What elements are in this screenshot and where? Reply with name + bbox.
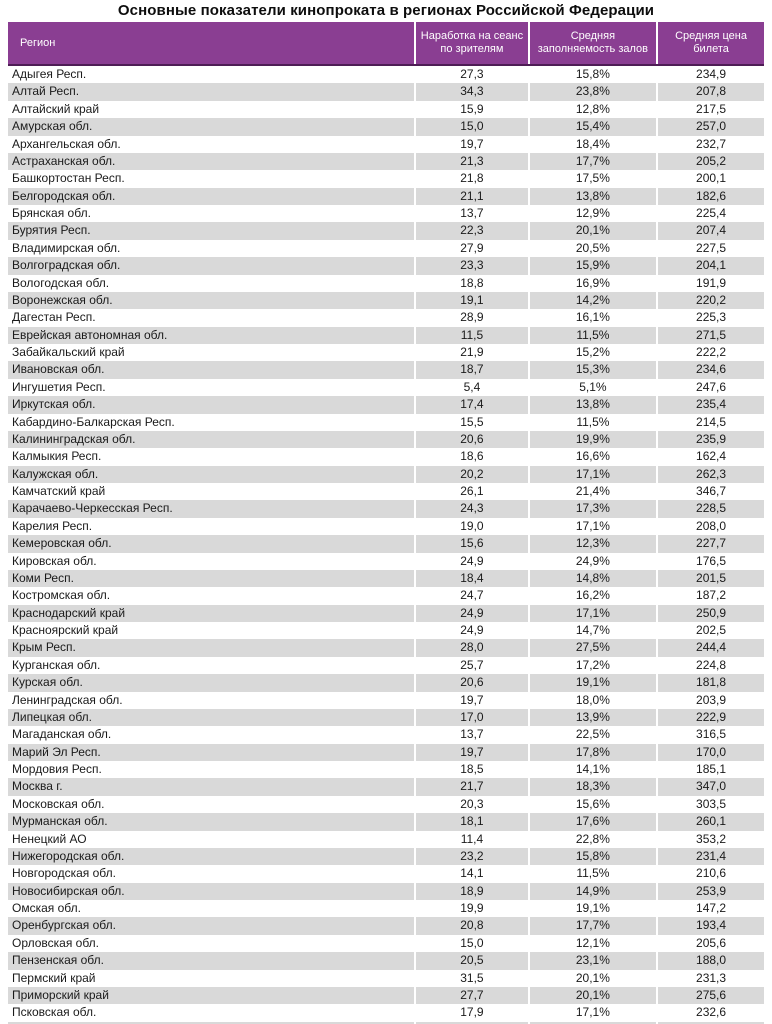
- column-header-ticket-price: Средняя цена билета: [675, 30, 747, 55]
- cell-ticket-price: 224,8: [696, 657, 727, 672]
- cell-per-session: 24,3: [416, 500, 529, 517]
- cell-region: Астраханская обл.: [8, 153, 416, 170]
- cell-region: Мурманская обл.: [8, 813, 416, 830]
- cell-ticket-price: 231,4: [696, 848, 727, 863]
- cell-per-session: 15,9: [416, 101, 529, 118]
- cell-per-session: 19,9: [416, 900, 529, 917]
- cell-ticket-price: 232,7: [696, 136, 727, 151]
- cell-per-session: 22,3: [416, 222, 529, 239]
- cell-region: Курская обл.: [8, 674, 416, 691]
- cell-region: Калмыкия Респ.: [8, 448, 416, 465]
- column-header-region: Регион: [8, 22, 416, 64]
- table-row: [8, 396, 764, 413]
- cell-region: Орловская обл.: [8, 935, 416, 952]
- cell-per-session: 19,7: [416, 692, 529, 709]
- table-row: [8, 83, 764, 100]
- table-row: [8, 744, 764, 761]
- table-row: [8, 674, 764, 691]
- cell-ticket-price: 182,6: [696, 188, 727, 203]
- cell-ticket-price: 353,2: [696, 831, 727, 846]
- cell-ticket-price: 222,2: [696, 345, 727, 359]
- cell-region: Ненецкий АО: [8, 831, 416, 848]
- cell-occupancy: 15,6%: [530, 796, 659, 813]
- table-row: [8, 414, 764, 431]
- table-row: [8, 327, 764, 344]
- cell-occupancy: 14,7%: [530, 622, 659, 639]
- table-row: [8, 796, 764, 813]
- cell-ticket-price: 228,5: [696, 501, 727, 516]
- cell-occupancy: 14,1%: [530, 761, 659, 778]
- cell-ticket-price: 176,5: [696, 553, 727, 568]
- table-row: [8, 101, 764, 118]
- cell-per-session: 24,9: [416, 622, 529, 639]
- cell-region: Крым Респ.: [8, 639, 416, 656]
- cell-occupancy: 17,7%: [530, 153, 659, 170]
- cell-ticket-price: 200,1: [696, 171, 727, 186]
- cell-region: Камчатский край: [8, 483, 416, 500]
- cell-per-session: 11,5: [416, 327, 529, 344]
- cell-per-session: 18,6: [416, 448, 529, 465]
- table-row: [8, 535, 764, 552]
- cell-ticket-price: 185,1: [696, 762, 727, 776]
- table-row: [8, 240, 764, 257]
- cell-region: Магаданская обл.: [8, 726, 416, 743]
- cell-region: Алтай Респ.: [8, 83, 416, 100]
- cell-per-session: 15,0: [416, 935, 529, 952]
- cell-occupancy: 15,9%: [530, 257, 659, 274]
- cell-occupancy: 13,9%: [530, 709, 659, 726]
- table-row: [8, 605, 764, 622]
- cell-occupancy: 13,8%: [530, 188, 659, 205]
- cell-ticket-price: 227,5: [696, 240, 727, 255]
- cell-per-session: 14,1: [416, 865, 529, 882]
- cell-region: Коми Респ.: [8, 570, 416, 587]
- cell-ticket-price: 235,4: [696, 397, 727, 412]
- cell-occupancy: 15,4%: [530, 118, 659, 135]
- cell-occupancy: 17,1%: [530, 605, 659, 622]
- cell-region: Алтайский край: [8, 101, 416, 118]
- cell-ticket-price: 205,2: [696, 153, 727, 168]
- cell-occupancy: 11,5%: [530, 865, 659, 882]
- table-body: [8, 66, 764, 1022]
- cell-per-session: 17,4: [416, 396, 529, 413]
- cell-region: Новосибирская обл.: [8, 883, 416, 900]
- cell-ticket-price: 262,3: [696, 466, 727, 481]
- cell-per-session: 27,3: [416, 66, 529, 83]
- cell-region: Ивановская обл.: [8, 361, 416, 378]
- cell-per-session: 20,6: [416, 674, 529, 691]
- table-row: [8, 709, 764, 726]
- cell-ticket-price: 170,0: [696, 744, 727, 759]
- cell-ticket-price: 191,9: [696, 275, 727, 290]
- cell-region: Пермский край: [8, 970, 416, 987]
- cell-ticket-price: 234,9: [696, 67, 727, 81]
- table-row: [8, 570, 764, 587]
- cell-occupancy: 17,7%: [530, 917, 659, 934]
- cell-occupancy: 17,6%: [530, 813, 659, 830]
- cell-occupancy: 19,1%: [530, 674, 659, 691]
- table-row: [8, 257, 764, 274]
- cell-occupancy: 19,9%: [530, 431, 659, 448]
- column-header-occupancy: Средняя заполняемость залов: [530, 22, 659, 64]
- table-row: [8, 483, 764, 500]
- cell-per-session: 18,1: [416, 813, 529, 830]
- cell-ticket-price: 162,4: [696, 449, 727, 464]
- cell-per-session: 20,8: [416, 917, 529, 934]
- cell-ticket-price: 210,6: [696, 866, 727, 881]
- table-row: [8, 518, 764, 535]
- cell-occupancy: 23,1%: [530, 952, 659, 969]
- cell-ticket-price: 222,9: [696, 709, 727, 724]
- cell-region: Краснодарский край: [8, 605, 416, 622]
- cell-region: Амурская обл.: [8, 118, 416, 135]
- table-row: [8, 657, 764, 674]
- cell-region: Владимирская обл.: [8, 240, 416, 257]
- cell-occupancy: 13,8%: [530, 396, 659, 413]
- cell-ticket-price: 207,8: [696, 84, 727, 99]
- cell-per-session: 15,5: [416, 414, 529, 431]
- cell-per-session: 34,3: [416, 83, 529, 100]
- cell-region: Брянская обл.: [8, 205, 416, 222]
- cell-ticket-price: 234,6: [696, 362, 727, 377]
- table-row: [8, 952, 764, 969]
- cell-ticket-price: 193,4: [696, 918, 727, 933]
- cell-occupancy: 15,8%: [530, 848, 659, 865]
- cell-ticket-price: 147,2: [696, 901, 727, 915]
- cell-occupancy: 20,1%: [530, 970, 659, 987]
- cell-per-session: 19,1: [416, 292, 529, 309]
- cell-per-session: 28,9: [416, 309, 529, 326]
- cell-ticket-price: 250,9: [696, 605, 727, 620]
- cell-ticket-price: 260,1: [696, 814, 727, 829]
- table-row: [8, 970, 764, 987]
- cell-occupancy: 12,1%: [530, 935, 659, 952]
- table-row: [8, 917, 764, 934]
- cell-ticket-price: 347,0: [696, 779, 727, 794]
- cell-occupancy: 17,2%: [530, 657, 659, 674]
- column-header-per-session: Наработка на сеанс по зрителям: [416, 22, 529, 64]
- cell-region: Калининградская обл.: [8, 431, 416, 448]
- cell-occupancy: 19,1%: [530, 900, 659, 917]
- cell-per-session: 20,2: [416, 466, 529, 483]
- cell-ticket-price: 220,2: [696, 292, 727, 307]
- cell-ticket-price: 217,5: [696, 101, 727, 116]
- cell-region: Нижегородская обл.: [8, 848, 416, 865]
- cell-region: Новгородская обл.: [8, 865, 416, 882]
- cell-occupancy: 15,3%: [530, 361, 659, 378]
- table-row: [8, 431, 764, 448]
- cell-per-session: 21,7: [416, 778, 529, 795]
- cell-per-session: 5,4: [416, 379, 529, 396]
- cell-ticket-price: 202,5: [696, 623, 727, 637]
- cell-ticket-price: 207,4: [696, 223, 727, 238]
- cell-region: Кировская обл.: [8, 553, 416, 570]
- cell-region: Забайкальский край: [8, 344, 416, 361]
- cell-occupancy: 12,8%: [530, 101, 659, 118]
- table-row: [8, 900, 764, 917]
- cell-occupancy: 21,4%: [530, 483, 659, 500]
- cell-per-session: 21,1: [416, 188, 529, 205]
- cell-per-session: 21,3: [416, 153, 529, 170]
- table-row: [8, 813, 764, 830]
- cell-per-session: 18,8: [416, 275, 529, 292]
- cell-occupancy: 17,5%: [530, 170, 659, 187]
- cell-per-session: 28,0: [416, 639, 529, 656]
- table-row: [8, 1004, 764, 1021]
- cell-region: Омская обл.: [8, 900, 416, 917]
- cell-region: Липецкая обл.: [8, 709, 416, 726]
- cell-region: Вологодская обл.: [8, 275, 416, 292]
- cell-per-session: 15,6: [416, 535, 529, 552]
- cell-ticket-price: 346,7: [696, 484, 727, 498]
- cell-ticket-price: 235,9: [696, 431, 727, 446]
- cell-ticket-price: 227,7: [696, 536, 727, 551]
- cell-region: Москва г.: [8, 778, 416, 795]
- cell-per-session: 21,9: [416, 344, 529, 361]
- cell-occupancy: 16,9%: [530, 275, 659, 292]
- cell-region: Калужская обл.: [8, 466, 416, 483]
- cell-region: Дагестан Респ.: [8, 309, 416, 326]
- table-row: [8, 448, 764, 465]
- cell-region: Иркутская обл.: [8, 396, 416, 413]
- cell-region: Адыгея Респ.: [8, 66, 416, 83]
- cell-per-session: 24,9: [416, 553, 529, 570]
- cell-region: Оренбургская обл.: [8, 917, 416, 934]
- cell-ticket-price: 316,5: [696, 727, 727, 742]
- cell-occupancy: 16,1%: [530, 309, 659, 326]
- cell-occupancy: 18,0%: [530, 692, 659, 709]
- cell-occupancy: 20,1%: [530, 987, 659, 1004]
- cell-region: Карелия Респ.: [8, 518, 416, 535]
- cell-ticket-price: 188,0: [696, 953, 727, 968]
- cell-per-session: 18,9: [416, 883, 529, 900]
- cell-occupancy: 27,5%: [530, 639, 659, 656]
- cell-region: Белгородская обл.: [8, 188, 416, 205]
- cell-occupancy: 11,5%: [530, 414, 659, 431]
- cell-ticket-price: 232,6: [696, 1005, 727, 1020]
- cell-per-session: 24,9: [416, 605, 529, 622]
- cell-region: Воронежская обл.: [8, 292, 416, 309]
- cell-ticket-price: 201,5: [696, 570, 727, 585]
- cell-region: Красноярский край: [8, 622, 416, 639]
- cell-region: Архангельская обл.: [8, 136, 416, 153]
- table-row: [8, 726, 764, 743]
- table-row: [8, 188, 764, 205]
- cell-ticket-price: 181,8: [696, 675, 727, 690]
- table-row: [8, 379, 764, 396]
- table-row: [8, 136, 764, 153]
- table-row: [8, 935, 764, 952]
- cell-per-session: 24,7: [416, 587, 529, 604]
- cell-occupancy: 14,9%: [530, 883, 659, 900]
- cell-per-session: 17,0: [416, 709, 529, 726]
- cell-ticket-price: 225,4: [696, 206, 727, 220]
- cell-per-session: 27,9: [416, 240, 529, 257]
- table-row: [8, 831, 764, 848]
- cell-occupancy: 24,9%: [530, 553, 659, 570]
- cell-region: Бурятия Респ.: [8, 222, 416, 239]
- cell-ticket-price: 257,0: [696, 119, 727, 134]
- cell-occupancy: 22,8%: [530, 831, 659, 848]
- cell-occupancy: 11,5%: [530, 327, 659, 344]
- cell-occupancy: 14,2%: [530, 292, 659, 309]
- cell-per-session: 11,4: [416, 831, 529, 848]
- cell-ticket-price: 303,5: [696, 796, 727, 811]
- table-row: [8, 883, 764, 900]
- cell-region: Марий Эл Респ.: [8, 744, 416, 761]
- table-row: [8, 622, 764, 639]
- cell-occupancy: 17,3%: [530, 500, 659, 517]
- cell-per-session: 27,7: [416, 987, 529, 1004]
- cell-ticket-price: 225,3: [696, 310, 727, 325]
- cell-occupancy: 17,1%: [530, 518, 659, 535]
- cell-region: Пензенская обл.: [8, 952, 416, 969]
- cell-occupancy: 20,5%: [530, 240, 659, 257]
- cell-occupancy: 20,1%: [530, 222, 659, 239]
- table-row: [8, 761, 764, 778]
- cell-per-session: 19,7: [416, 744, 529, 761]
- cell-region: Карачаево-Черкесская Респ.: [8, 500, 416, 517]
- cell-occupancy: 14,8%: [530, 570, 659, 587]
- cell-occupancy: 16,2%: [530, 587, 659, 604]
- cell-per-session: 21,8: [416, 170, 529, 187]
- cell-region: Башкортостан Респ.: [8, 170, 416, 187]
- cell-occupancy: 17,1%: [530, 466, 659, 483]
- cell-occupancy: 17,8%: [530, 744, 659, 761]
- table-row: [8, 153, 764, 170]
- table-row: [8, 222, 764, 239]
- table-row: [8, 848, 764, 865]
- table-row: [8, 987, 764, 1004]
- cell-ticket-price: 203,9: [696, 692, 727, 707]
- table-header-row: [8, 22, 764, 66]
- table-row: [8, 865, 764, 882]
- cell-region: Еврейская автономная обл.: [8, 327, 416, 344]
- cell-per-session: 19,0: [416, 518, 529, 535]
- cell-ticket-price: 247,6: [696, 379, 727, 394]
- cell-region: Курганская обл.: [8, 657, 416, 674]
- table-row: [8, 639, 764, 656]
- table-row: [8, 500, 764, 517]
- cell-region: Ингушетия Респ.: [8, 379, 416, 396]
- cell-region: Кемеровская обл.: [8, 535, 416, 552]
- cell-per-session: 31,5: [416, 970, 529, 987]
- cell-ticket-price: 275,6: [696, 987, 727, 1002]
- cell-per-session: 15,0: [416, 118, 529, 135]
- cell-region: Московская обл.: [8, 796, 416, 813]
- cell-occupancy: 23,8%: [530, 83, 659, 100]
- cell-region: Кабардино-Балкарская Респ.: [8, 414, 416, 431]
- cell-occupancy: 5,1%: [530, 379, 659, 396]
- cell-per-session: 20,3: [416, 796, 529, 813]
- table-row: [8, 205, 764, 222]
- table-row: [8, 170, 764, 187]
- cell-per-session: 23,2: [416, 848, 529, 865]
- cell-region: Волгоградская обл.: [8, 257, 416, 274]
- cell-per-session: 13,7: [416, 205, 529, 222]
- table-row: [8, 778, 764, 795]
- cell-ticket-price: 204,1: [696, 258, 727, 273]
- cell-occupancy: 22,5%: [530, 726, 659, 743]
- cell-ticket-price: 253,9: [696, 883, 727, 898]
- cell-ticket-price: 208,0: [696, 518, 727, 533]
- cell-occupancy: 15,8%: [530, 66, 659, 83]
- cell-region: Приморский край: [8, 987, 416, 1004]
- cell-per-session: 17,9: [416, 1004, 529, 1021]
- cell-ticket-price: 231,3: [696, 970, 727, 985]
- table-row: [8, 118, 764, 135]
- cell-occupancy: 17,1%: [530, 1004, 659, 1021]
- cell-region: Псковская обл.: [8, 1004, 416, 1021]
- cell-occupancy: 15,2%: [530, 344, 659, 361]
- cell-region: Ленинградская обл.: [8, 692, 416, 709]
- cell-ticket-price: 244,4: [696, 640, 727, 655]
- page-title: Основные показатели кинопроката в регионах Российской Федерации: [117, 2, 655, 19]
- cell-per-session: 20,6: [416, 431, 529, 448]
- cell-per-session: 25,7: [416, 657, 529, 674]
- cell-ticket-price: 214,5: [696, 414, 727, 429]
- regions-table: [8, 22, 764, 1024]
- cell-per-session: 18,7: [416, 361, 529, 378]
- table-row: [8, 275, 764, 292]
- cell-region: Мордовия Респ.: [8, 761, 416, 778]
- table-row: [8, 292, 764, 309]
- cell-occupancy: 18,3%: [530, 778, 659, 795]
- cell-occupancy: 12,9%: [530, 205, 659, 222]
- cell-ticket-price: 187,2: [696, 588, 727, 603]
- table-row: [8, 466, 764, 483]
- cell-per-session: 23,3: [416, 257, 529, 274]
- cell-occupancy: 18,4%: [530, 136, 659, 153]
- table-row: [8, 553, 764, 570]
- table-row: [8, 309, 764, 326]
- cell-region: Костромская обл.: [8, 587, 416, 604]
- table-row: [8, 361, 764, 378]
- table-row: [8, 692, 764, 709]
- table-row: [8, 344, 764, 361]
- cell-occupancy: 12,3%: [530, 535, 659, 552]
- cell-per-session: 19,7: [416, 136, 529, 153]
- cell-per-session: 13,7: [416, 726, 529, 743]
- cell-occupancy: 16,6%: [530, 448, 659, 465]
- cell-per-session: 26,1: [416, 483, 529, 500]
- table-row: [8, 66, 764, 83]
- cell-per-session: 18,4: [416, 570, 529, 587]
- cell-per-session: 20,5: [416, 952, 529, 969]
- cell-per-session: 18,5: [416, 761, 529, 778]
- cell-ticket-price: 271,5: [696, 327, 727, 342]
- table-row: [8, 587, 764, 604]
- cell-ticket-price: 205,6: [696, 935, 727, 950]
